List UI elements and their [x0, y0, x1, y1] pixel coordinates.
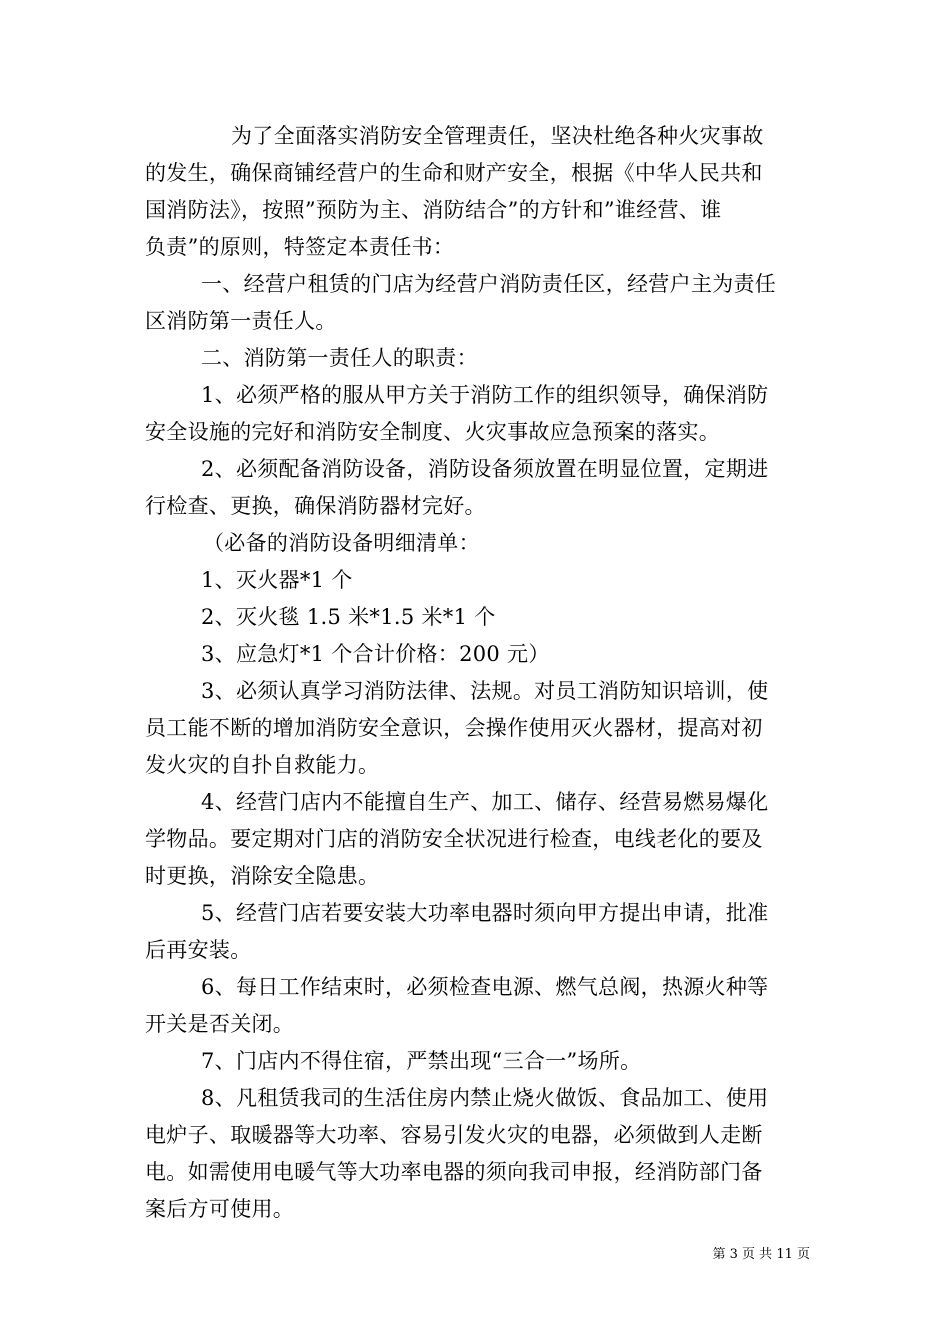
text-line: 二、消防第一责任人的职责： — [201, 346, 478, 370]
text-line: 学物品。要定期对门店的消防安全状况进行检查，电线老化的要及 — [145, 827, 763, 851]
text-line: 1、灭火器*1 个 — [201, 568, 353, 592]
text-line: 员工能不断的增加消防安全意识，会操作使用灭火器材，提高对初 — [145, 716, 763, 740]
page-number: 第 3 页 共 11 页 — [712, 1247, 810, 1262]
text-line: 7、门店内不得住宿，严禁出现“三合一”场所。 — [201, 1049, 642, 1073]
text-line: 电炉子、取暖器等大功率、容易引发火灾的电器，必须做到人走断 — [145, 1123, 763, 1147]
text-line: 3、必须认真学习消防法律、法规。对员工消防知识培训，使 — [201, 679, 769, 703]
text-line: 4、经营门店内不能擅自生产、加工、储存、经营易燃易爆化 — [201, 790, 769, 814]
text-line: 国消防法》，按照”预防为主、消防结合”的方针和”谁经营、谁 — [145, 198, 722, 222]
text-line: 3、应急灯*1 个合计价格：200 元） — [201, 642, 550, 666]
text-line: 区消防第一责任人。 — [145, 309, 337, 333]
text-line: 为了全面落实消防安全管理责任，坚决杜绝各种火灾事故 — [231, 124, 764, 148]
text-line: 的发生，确保商铺经营户的生命和财产安全，根据《中华人民共和 — [145, 161, 763, 185]
text-line: 开关是否关闭。 — [145, 1012, 295, 1036]
text-line: 一、经营户租赁的门店为经营户消防责任区，经营户主为责任 — [201, 272, 777, 296]
text-line: 行检查、更换，确保消防器材完好。 — [145, 494, 486, 518]
text-line: 电。如需使用电暖气等大功率电器的须向我司申报，经消防部门备 — [145, 1160, 763, 1184]
text-line: 负责”的原则，特签定本责任书： — [145, 235, 455, 259]
text-line: 5、经营门店若要安装大功率电器时须向甲方提出申请，批准 — [201, 901, 769, 925]
text-line: 1、必须严格的服从甲方关于消防工作的组织领导，确保消防 — [201, 383, 769, 407]
text-line: 8、凡租赁我司的生活住房内禁止烧火做饭、食品加工、使用 — [201, 1086, 769, 1110]
text-line: 后再安装。 — [145, 938, 252, 962]
text-line: 发火灾的自扑自救能力。 — [145, 753, 380, 777]
text-line: 2、必须配备消防设备，消防设备须放置在明显位置，定期进 — [201, 457, 769, 481]
text-line: 6、每日工作结束时，必须检查电源、燃气总阀，热源火种等 — [201, 975, 769, 999]
text-line: 案后方可使用。 — [145, 1197, 295, 1221]
text-line: （必备的消防设备明细清单： — [203, 531, 480, 555]
text-line: 2、灭火毯 1.5 米*1.5 米*1 个 — [201, 605, 496, 629]
text-line: 安全设施的完好和消防安全制度、火灾事故应急预案的落实。 — [145, 420, 721, 444]
document-body — [145, 118, 810, 1228]
text-line: 时更换，消除安全隐患。 — [145, 864, 380, 888]
